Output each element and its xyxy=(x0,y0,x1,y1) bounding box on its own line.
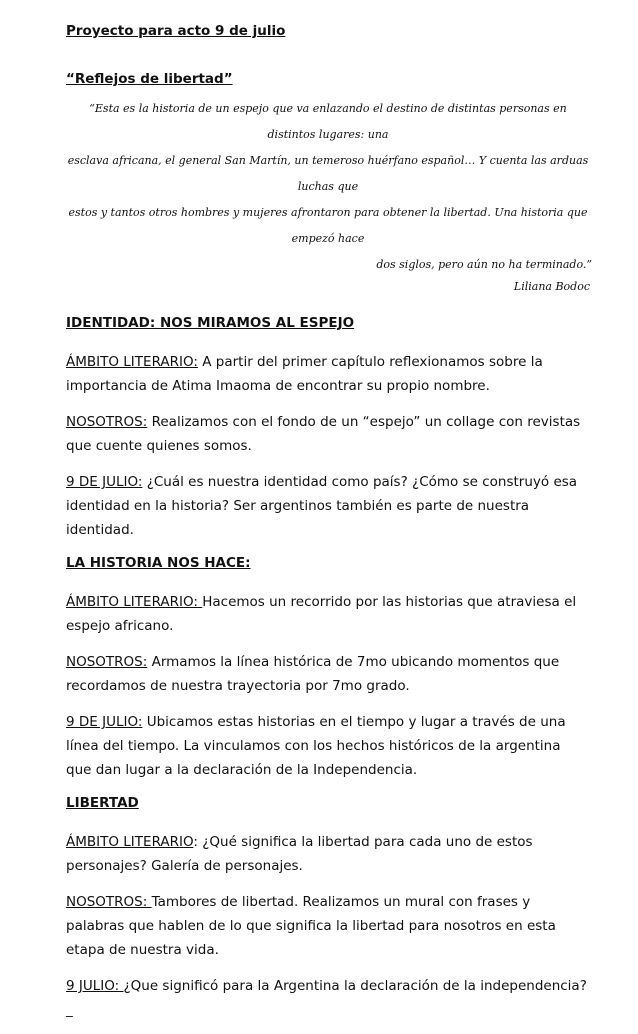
paragraph-text: ¿Que significó para la Argentina la declaración de la independencia?_ xyxy=(66,978,587,1018)
document-page xyxy=(66,22,590,1034)
paragraph-text: Hacemos un recorrido por las historias que atraviesa el espejo africano. xyxy=(66,594,577,634)
document-subtitle: “Reflejos de libertad” xyxy=(66,71,233,87)
paragraph-label: 9 DE JULIO: xyxy=(66,714,143,730)
paragraph-text: ¿Cuál es nuestra identidad como país? ¿Cómo se construyó esa identidad en la historia? Ser argentinos también es parte de nuestra identidad. xyxy=(66,474,578,538)
section-paragraph xyxy=(66,350,590,398)
quote-line: esclava africana, el general San Martín, un temeroso huérfano español… Y cuenta las arduas luchas que xyxy=(67,154,589,193)
quote-line: dos siglos, pero aún no ha terminado.” xyxy=(376,258,592,271)
quote-author: Liliana Bodoc xyxy=(513,280,590,293)
section-heading: IDENTIDAD: NOS MIRAMOS AL ESPEJO xyxy=(66,315,355,331)
section-paragraph xyxy=(66,974,590,1022)
section-paragraph xyxy=(66,650,590,698)
paragraph-label: NOSOTROS: xyxy=(66,654,148,670)
paragraph-label: ÁMBITO LITERARIO xyxy=(66,834,194,850)
section-paragraph xyxy=(66,470,590,542)
paragraph-label: ÁMBITO LITERARIO: xyxy=(66,354,198,370)
section-heading: LA HISTORIA NOS HACE: xyxy=(66,555,251,571)
section-paragraph xyxy=(66,890,590,962)
paragraph-label: 9 DE JULIO: xyxy=(66,474,143,490)
quote-line: estos y tantos otros hombres y mujeres afrontaron para obtener la libertad. Una historia que empezó hace xyxy=(68,206,588,245)
quote-line: “Esta es la historia de un espejo que va enlazando el destino de distintas personas en distintos lugares: una xyxy=(89,102,567,141)
paragraph-label: 9 JULIO: xyxy=(66,978,124,994)
paragraph-text: : ¿Qué significa la libertad para cada uno de estos personajes? Galería de personajes. xyxy=(66,834,533,874)
paragraph-text: Tambores de libertad. Realizamos un mural con frases y palabras que hablen de lo que significa la libertad para nosotros en esta etapa de nuestra vida. xyxy=(66,894,556,958)
section-paragraph xyxy=(66,590,590,638)
section-paragraph xyxy=(66,830,590,878)
section-heading: LIBERTAD xyxy=(66,795,139,811)
paragraph-text: Realizamos con el fondo de un “espejo” un collage con revistas que cuente quienes somos. xyxy=(66,414,581,454)
paragraph-label: NOSOTROS: xyxy=(66,894,152,910)
section-paragraph xyxy=(66,710,590,782)
paragraph-text: Armamos la línea histórica de 7mo ubicando momentos que recordamos de nuestra trayectoria por 7mo grado. xyxy=(66,654,560,694)
paragraph-text: A partir del primer capítulo reflexionamos sobre la importancia de Atima Imaoma de encontrar su propio nombre. xyxy=(66,354,543,394)
paragraph-text: Ubicamos estas historias en el tiempo y lugar a través de una línea del tiempo. La vinculamos con los hechos históricos de la argentina que dan lugar a la declaración de la Independencia. xyxy=(66,714,566,778)
paragraph-label: NOSOTROS: xyxy=(66,414,148,430)
epigraph-quote xyxy=(64,96,592,278)
paragraph-label: ÁMBITO LITERARIO: xyxy=(66,594,203,610)
section-paragraph xyxy=(66,410,590,458)
document-title: Proyecto para acto 9 de julio xyxy=(66,23,286,39)
